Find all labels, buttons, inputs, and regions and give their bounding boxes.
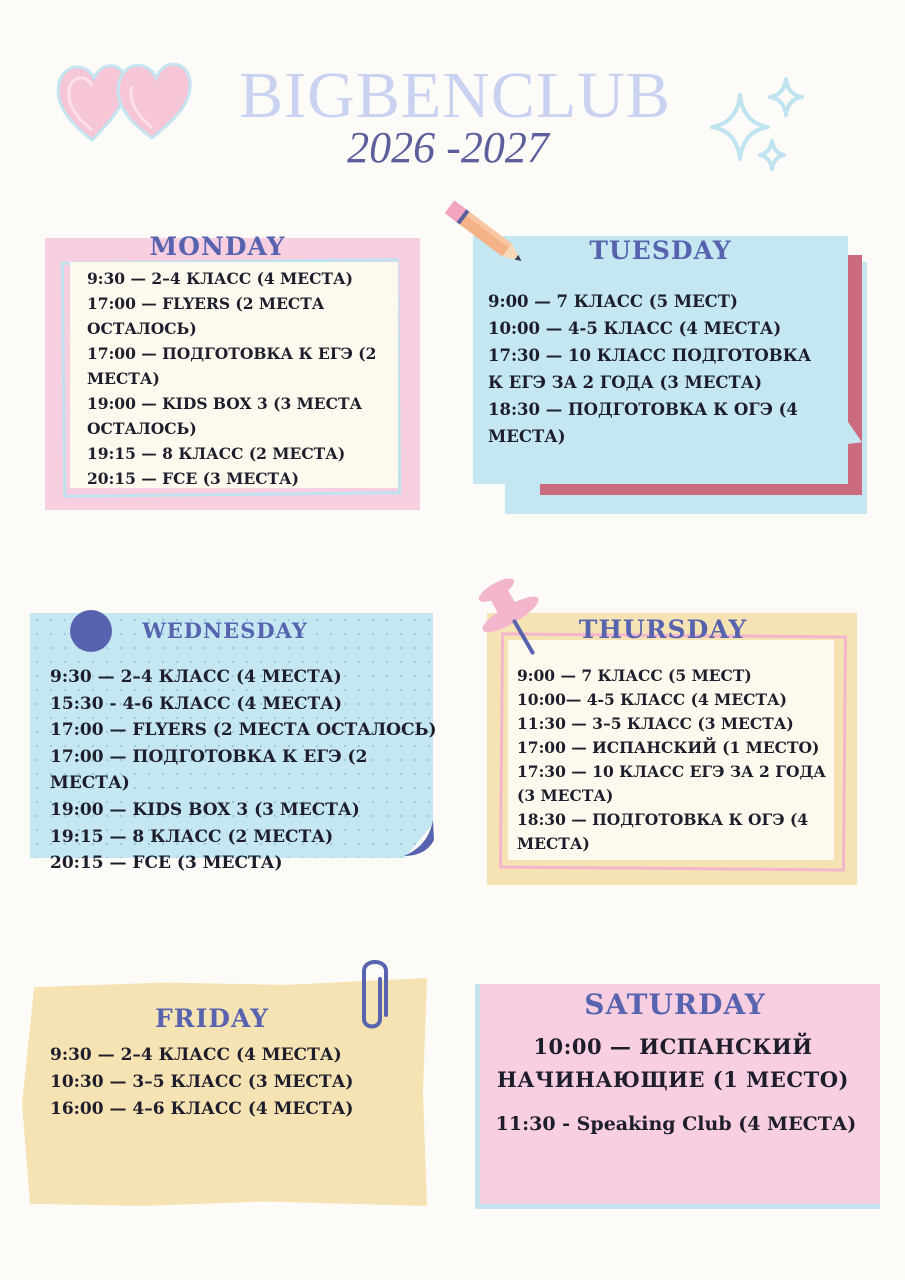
years-subtitle: 2026 -2027: [347, 123, 549, 172]
schedule-line: 17:00 — ПОДГОТОВКА К ЕГЭ (2 МЕСТА): [87, 344, 377, 388]
schedule-line: 20:15 — FCE (3 МЕСТА): [50, 853, 283, 874]
schedule-line: 11:30 — 3–5 КЛАСС (3 МЕСТА): [517, 714, 794, 733]
schedule-line: 18:30 — ПОДГОТОВКА К ОГЭ (4 МЕСТА): [488, 400, 798, 446]
schedule-line: 9:00 — 7 КЛАСС (5 МЕСТ): [488, 292, 738, 311]
schedule-line: 9:00 — 7 КЛАСС (5 МЕСТ): [517, 666, 752, 685]
wednesday-schedule: [50, 664, 450, 877]
sparkle-icon: [700, 75, 810, 180]
schedule-line: 17:00 — ИСПАНСКИЙ (1 МЕСТО): [517, 738, 820, 757]
tuesday-title: TUESDAY: [589, 236, 732, 265]
friday-title: FRIDAY: [155, 1004, 269, 1033]
tuesday-schedule: [488, 288, 816, 450]
schedule-line: 10:00— 4-5 КЛАСС (4 МЕСТА): [517, 690, 787, 709]
saturday-title: SATURDAY: [584, 988, 766, 1021]
schedule-line: 9:30 — 2–4 КЛАСС (4 МЕСТА): [50, 667, 342, 687]
page-title: BIGBENCLUB: [239, 59, 671, 132]
schedule-line: 10:30 — 3–5 КЛАСС (3 МЕСТА): [50, 1072, 354, 1092]
wednesday-title: WEDNESDAY: [142, 618, 308, 643]
schedule-line: 17:00 — ПОДГОТОВКА К ЕГЭ (2 МЕСТА): [50, 746, 368, 794]
schedule-line: 10:00 — 4-5 КЛАСС (4 МЕСТА): [488, 319, 782, 338]
schedule-line: 19:00 — KIDS BOX 3 (3 МЕСТА ОСТАЛОСЬ): [87, 394, 363, 438]
schedule-line: 19:00 — KIDS BOX 3 (3 МЕСТА): [50, 799, 360, 820]
hearts-icon: [52, 52, 197, 147]
schedule-line: 9:30 — 2–4 КЛАСС (4 МЕСТА): [50, 1045, 342, 1065]
thursday-schedule: [517, 664, 829, 856]
schedule-line: 18:30 — ПОДГОТОВКА К ОГЭ (4 МЕСТА): [517, 810, 809, 853]
monday-title: MONDAY: [149, 232, 286, 261]
schedule-line: 20:15 — FCE (3 МЕСТА): [87, 469, 300, 488]
friday-schedule: [50, 1042, 410, 1123]
schedule-line: 17:00 — FLYERS (2 МЕСТА ОСТАЛОСЬ): [50, 720, 437, 741]
schedule-line: 17:00 — FLYERS (2 МЕСТА ОСТАЛОСЬ): [87, 294, 325, 338]
schedule-line: 15:30 - 4-6 КЛАСС (4 МЕСТА): [50, 693, 343, 714]
schedule-line: 19:15 — 8 КЛАСС (2 МЕСТА): [87, 444, 346, 463]
monday-schedule: [87, 266, 387, 491]
saturday-line-2: 11:30 - Speaking Club (4 МЕСТА): [495, 1113, 857, 1135]
thursday-title: THURSDAY: [578, 615, 748, 644]
schedule-line: 16:00 — 4–6 КЛАСС (4 МЕСТА): [50, 1099, 354, 1119]
schedule-line: 17:30 — 10 КЛАСС ПОДГОТОВКА К ЕГЭ ЗА 2 ГОДА (3 МЕСТА): [488, 346, 812, 392]
saturday-line-1: 10:00 — ИСПАНСКИЙ НАЧИНАЮЩИЕ (1 МЕСТО): [497, 1034, 849, 1092]
schedule-line: 9:30 — 2–4 КЛАСС (4 МЕСТА): [87, 269, 353, 288]
schedule-line: 17:30 — 10 КЛАСС ЕГЭ ЗА 2 ГОДА (3 МЕСТА): [517, 762, 826, 805]
schedule-line: 19:15 — 8 КЛАСС (2 МЕСТА): [50, 826, 334, 847]
